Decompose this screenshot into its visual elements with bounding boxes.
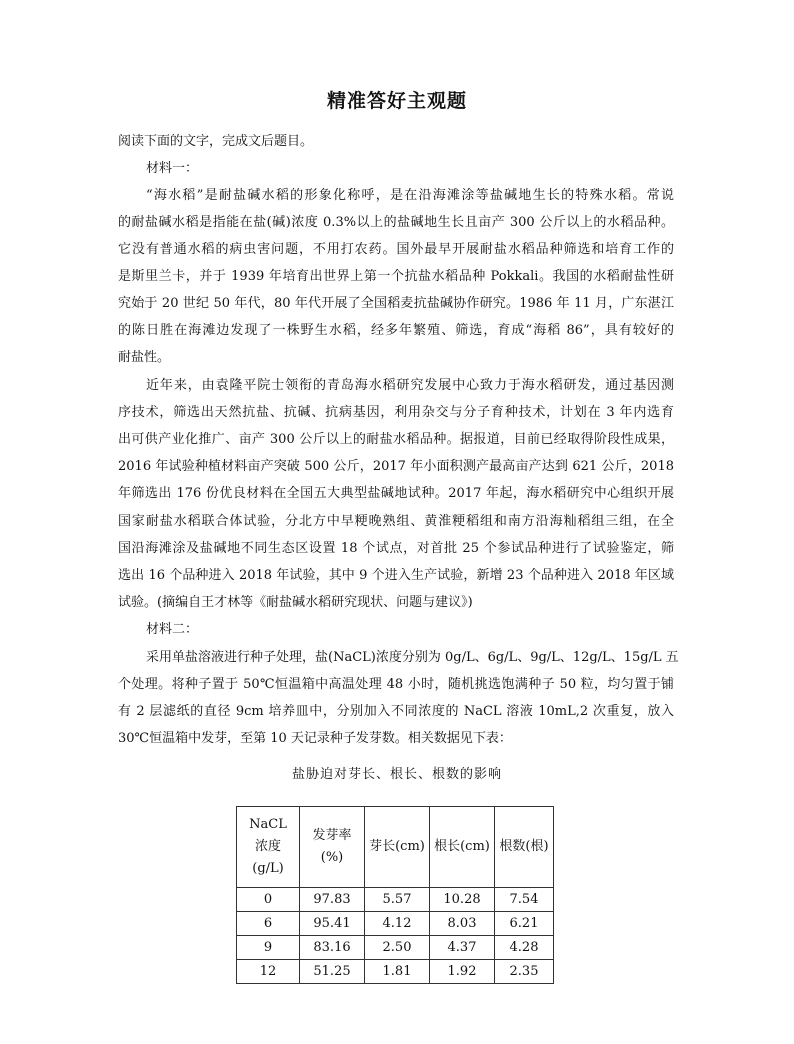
text-line: 采用单盐溶液进行种子处理，盐(NaCL)浓度分别为 0g/L、6g/L、9g/L、12g/L、15g/L 五 (146, 650, 679, 665)
text-line: 出可供产业化推广、亩产 300 公斤以上的耐盐水稻品种。据报道，目前已经取得阶段性成果， (118, 432, 674, 447)
text-line: 耐盐性。 (118, 350, 171, 365)
material2-label: 材料二： (146, 622, 199, 637)
text-line: 30℃恒温箱中发芽，至第 10 天记录种子发芽数。相关数据见下表： (118, 731, 512, 746)
text-line: 的陈日胜在海滩边发现了一株野生水稻，经多年繁殖、筛选，育成“海稻 86”，具有较好的 (118, 323, 674, 338)
table-cell: 9 (237, 936, 300, 960)
table-cell: 4.12 (365, 912, 430, 936)
table-cell: 97.83 (300, 888, 365, 912)
data-table (236, 806, 554, 984)
text-line: “海水稻”是耐盐碱水稻的形象化称呼，是在沿海滩涂等盐碱地生长的特殊水稻。常说 (146, 188, 674, 203)
table-row (237, 960, 554, 984)
table-cell: 95.41 (300, 912, 365, 936)
column-header-root-length: 根长(cm) (430, 807, 495, 888)
table-cell: 2.50 (365, 936, 430, 960)
text-line: 究始于 20 世纪 50 年代，80 年代开展了全国稻麦抗盐碱协作研究。1986 年 11 月，广东湛江 (118, 296, 674, 311)
text-line: 国家耐盐水稻联合体试验，分北方中早粳晚熟组、黄淮粳稻组和南方沿海籼稻组三组，在全 (118, 514, 674, 529)
text-line: 是斯里兰卡，并于 1939 年培育出世界上第一个抗盐水稻品种 Pokkali。我国的水稻耐盐性研 (118, 269, 674, 284)
column-header-nacl: NaCL 浓度 (g/L) (237, 807, 300, 888)
table-cell: 6.21 (495, 912, 554, 936)
table-cell: 10.28 (430, 888, 495, 912)
table-cell: 83.16 (300, 936, 365, 960)
column-header-shoot-length: 芽长(cm) (365, 807, 430, 888)
text-line: 2016 年试验种植材料亩产突破 500 公斤，2017 年小面积测产最高亩产达到 621 公斤，2018 (118, 459, 674, 474)
text-line: 的耐盐碱水稻是指能在盐(碱)浓度 0.3%以上的盐碱地生长且亩产 300 公斤以上的水稻品种。 (118, 215, 674, 230)
text-line: 它没有普通水稻的病虫害问题，不用打农药。国外最早开展耐盐水稻品种筛选和培育工作的 (118, 242, 674, 257)
instruction-text: 阅读下面的文字，完成文后题目。 (118, 134, 314, 149)
table-header-row (237, 807, 554, 888)
table-row (237, 912, 554, 936)
table-caption: 盐胁迫对芽长、根长、根数的影响 (291, 767, 502, 782)
text-line: 年筛选出 176 份优良材料在全国五大典型盐碱地试种。2017 年起，海水稻研究中心组织开展 (118, 486, 674, 501)
text-line: 有 2 层滤纸的直径 9cm 培养皿中，分别加入不同浓度的 NaCL 溶液 10mL,2 次重复，放入 (118, 704, 674, 719)
table-cell: 1.81 (365, 960, 430, 984)
table-cell: 2.35 (495, 960, 554, 984)
table-cell: 0 (237, 888, 300, 912)
page-title: 精准答好主观题 (326, 90, 467, 112)
table-cell: 8.03 (430, 912, 495, 936)
table-cell: 4.28 (495, 936, 554, 960)
material1-label: 材料一： (146, 161, 199, 176)
table-row (237, 936, 554, 960)
column-header-germination-rate: 发芽率 (%) (300, 807, 365, 888)
table-cell: 12 (237, 960, 300, 984)
table-cell: 51.25 (300, 960, 365, 984)
table-cell: 1.92 (430, 960, 495, 984)
table-row (237, 888, 554, 912)
text-line: 国沿海滩涂及盐碱地不同生态区设置 18 个试点，对首批 25 个参试品种进行了试验鉴定，筛 (118, 541, 674, 556)
table-cell: 6 (237, 912, 300, 936)
text-line: 近年来，由袁隆平院士领衔的青岛海水稻研究发展中心致力于海水稻研发，通过基因测 (146, 378, 674, 393)
table-cell: 4.37 (430, 936, 495, 960)
text-line: 试验。(摘编自王才林等《耐盐碱水稻研究现状、问题与建议》) (118, 595, 473, 610)
table-cell: 5.57 (365, 888, 430, 912)
text-line: 序技术，筛选出天然抗盐、抗碱、抗病基因，利用杂交与分子育种技术，计划在 3 年内选育 (118, 405, 674, 420)
table-cell: 7.54 (495, 888, 554, 912)
column-header-root-count: 根数(根) (495, 807, 554, 888)
text-line: 选出 16 个品种进入 2018 年试验，其中 9 个进入生产试验，新增 23 个品种进入 2018 年区域 (118, 568, 674, 583)
text-line: 个处理。将种子置于 50℃恒温箱中高温处理 48 小时，随机挑选饱满种子 50 粒，均匀置于铺 (118, 677, 674, 692)
